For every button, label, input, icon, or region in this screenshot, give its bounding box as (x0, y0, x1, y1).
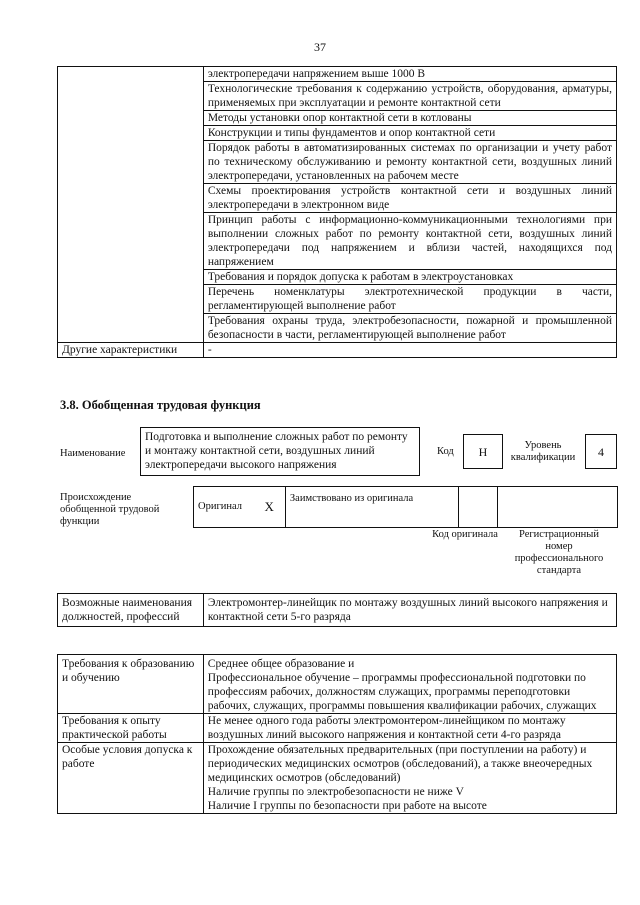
registration-number-cell (498, 487, 618, 528)
requirements-table (57, 654, 617, 814)
level-value: 4 (585, 434, 617, 469)
knowledge-row: Конструкции и типы фундаментов и опор контактной сети (203, 126, 616, 141)
code-caption: Код оригинала (432, 529, 498, 540)
knowledge-row: Схемы проектирования устройств контактной сети и воздушных линий электропередачи в электронном виде (203, 184, 616, 213)
name-label: Наименование (60, 448, 126, 459)
positions-table (57, 593, 617, 627)
knowledge-row: электропередачи напряжением выше 1000 В (203, 67, 616, 82)
requirement-line: Среднее общее образование и (207, 658, 355, 670)
original-mark: X (253, 487, 285, 528)
original-label: Оригинал (194, 487, 254, 528)
knowledge-row: Принцип работы с информационно-коммуникационными технологиями при выполнении сложных работ по ремонту контактной сети, воздушных линий электропередачи под напряжением и вблизи частей, находящихся под напряжением (203, 213, 616, 270)
original-code-cell (458, 487, 498, 528)
education-value (203, 655, 616, 714)
knowledge-row: Порядок работы в автоматизированных системах по организации и учету работ по техническому обслуживанию и ремонту контактной сети, воздушных линий электропередачи, установленных на рабочем месте (203, 141, 616, 184)
requirement-line: Наличие I группы по безопасности при работе на высоте (207, 800, 487, 812)
requirement-line: Не менее одного года работы электромонтером-линейщиком по монтажу воздушных линий высокого напряжения и контактной сети 4-го разряда (207, 715, 566, 741)
requirement-line: Наличие группы по электробезопасности не ниже V (207, 786, 464, 798)
positions-label: Возможные наименования должностей, профессий (58, 594, 204, 627)
admission-label: Особые условия допуска к работе (58, 743, 204, 814)
function-name: Подготовка и выполнение сложных работ по ремонту и монтажу контактной сети, воздушных линий электропередачи высокого напряжения (140, 427, 420, 476)
knowledge-label (58, 67, 204, 343)
requirement-line: Профессиональное обучение – программы профессиональной подготовки по профессиям рабочих, должностям служащих, программы переподготовки рабочих, служащих, программы повышения квалификации рабочих, служащих (207, 672, 597, 712)
section-title: 3.8. Обобщенная трудовая функция (60, 398, 261, 412)
knowledge-row: Требования и порядок допуска к работам в электроустановках (203, 270, 616, 285)
experience-value (203, 714, 616, 743)
positions-value: Электромонтер-линейщик по монтажу воздушных линий высокого напряжения и контактной сети 5-го разряда (203, 594, 616, 627)
registration-caption: Регистрационный номер профессионального стандарта (514, 529, 604, 576)
code-label: Код (437, 446, 454, 457)
knowledge-row: Технологические требования к содержанию устройств, оборудования, арматуры, применяемых при эксплуатации и ремонте контактной сети (203, 82, 616, 111)
knowledge-row: Методы установки опор контактной сети в котлованы (203, 111, 616, 126)
borrowed-label: Заимствовано из оригинала (285, 487, 458, 528)
knowledge-row: Требования охраны труда, электробезопасности, пожарной и промышленной безопасности в части, регламентирующей выполнение работ (203, 314, 616, 343)
other-characteristics-label: Другие характеристики (58, 343, 204, 358)
other-characteristics-value: - (203, 343, 616, 358)
admission-value (203, 743, 616, 814)
experience-label: Требования к опыту практической работы (58, 714, 204, 743)
education-label: Требования к образованию и обучению (58, 655, 204, 714)
requirement-line: Прохождение обязательных предварительных (при поступлении на работу) и периодических медицинских осмотров (обследований), а также внеочередных медицинских осмотров (обследований) (207, 744, 593, 784)
level-label: Уровень квалификации (510, 440, 576, 463)
page-number: 37 (314, 40, 326, 54)
knowledge-table (57, 66, 617, 358)
code-value: H (463, 434, 503, 469)
origin-table (193, 486, 618, 528)
knowledge-row: Перечень номенклатуры электротехнической продукции в части, регламентирующей выполнение работ (203, 285, 616, 314)
origin-label: Происхождение обобщенной трудовой функции (60, 492, 160, 527)
